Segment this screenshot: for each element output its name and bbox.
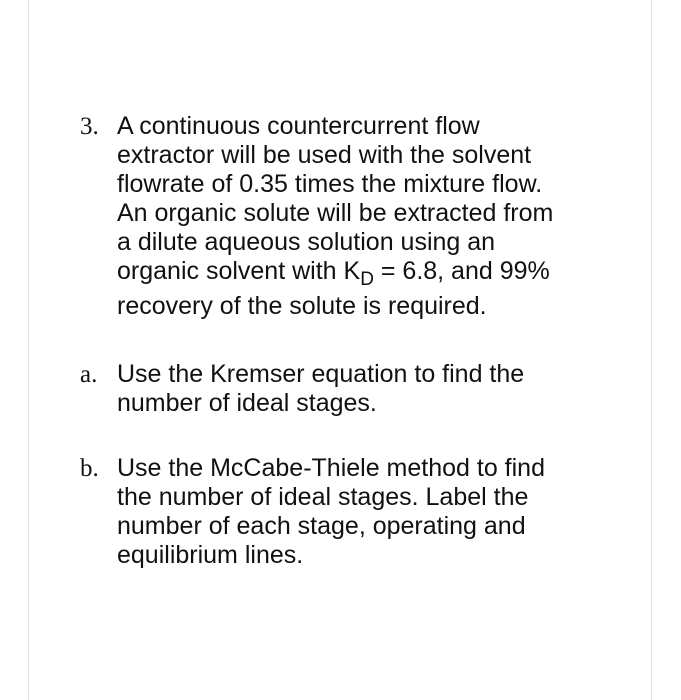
kd-subscript: D: [360, 269, 374, 290]
part-b-line: Use the McCabe-Thiele method to find: [117, 454, 545, 482]
part-a-line: Use the Kremser equation to find the: [117, 360, 525, 388]
kd-prefix: organic solvent with K: [117, 257, 361, 285]
part-b-marker: b.: [80, 455, 99, 482]
kd-line: [117, 257, 647, 288]
part-a-marker: a.: [80, 361, 98, 388]
part-a-text: [117, 360, 647, 418]
page-frame: [28, 0, 652, 700]
problem-line: a dilute aqueous solution using an: [117, 228, 496, 256]
problem-line: An organic solute will be extracted from: [117, 199, 554, 227]
problem-line: flowrate of 0.35 times the mixture flow.: [117, 170, 543, 198]
part-a-line: number of ideal stages.: [117, 389, 377, 417]
problem-line: recovery of the solute is required.: [117, 292, 487, 320]
problem-line: A continuous countercurrent flow: [117, 112, 480, 140]
kd-suffix: = 6.8, and 99%: [373, 257, 550, 285]
part-b-line: the number of ideal stages. Label the: [117, 483, 529, 511]
problem-line: extractor will be used with the solvent: [117, 141, 532, 169]
problem-text: [117, 112, 647, 321]
part-b-text: [117, 454, 647, 570]
part-b-line: number of each stage, operating and: [117, 512, 526, 540]
part-b-line: equilibrium lines.: [117, 541, 304, 569]
problem-number: 3.: [80, 113, 99, 140]
